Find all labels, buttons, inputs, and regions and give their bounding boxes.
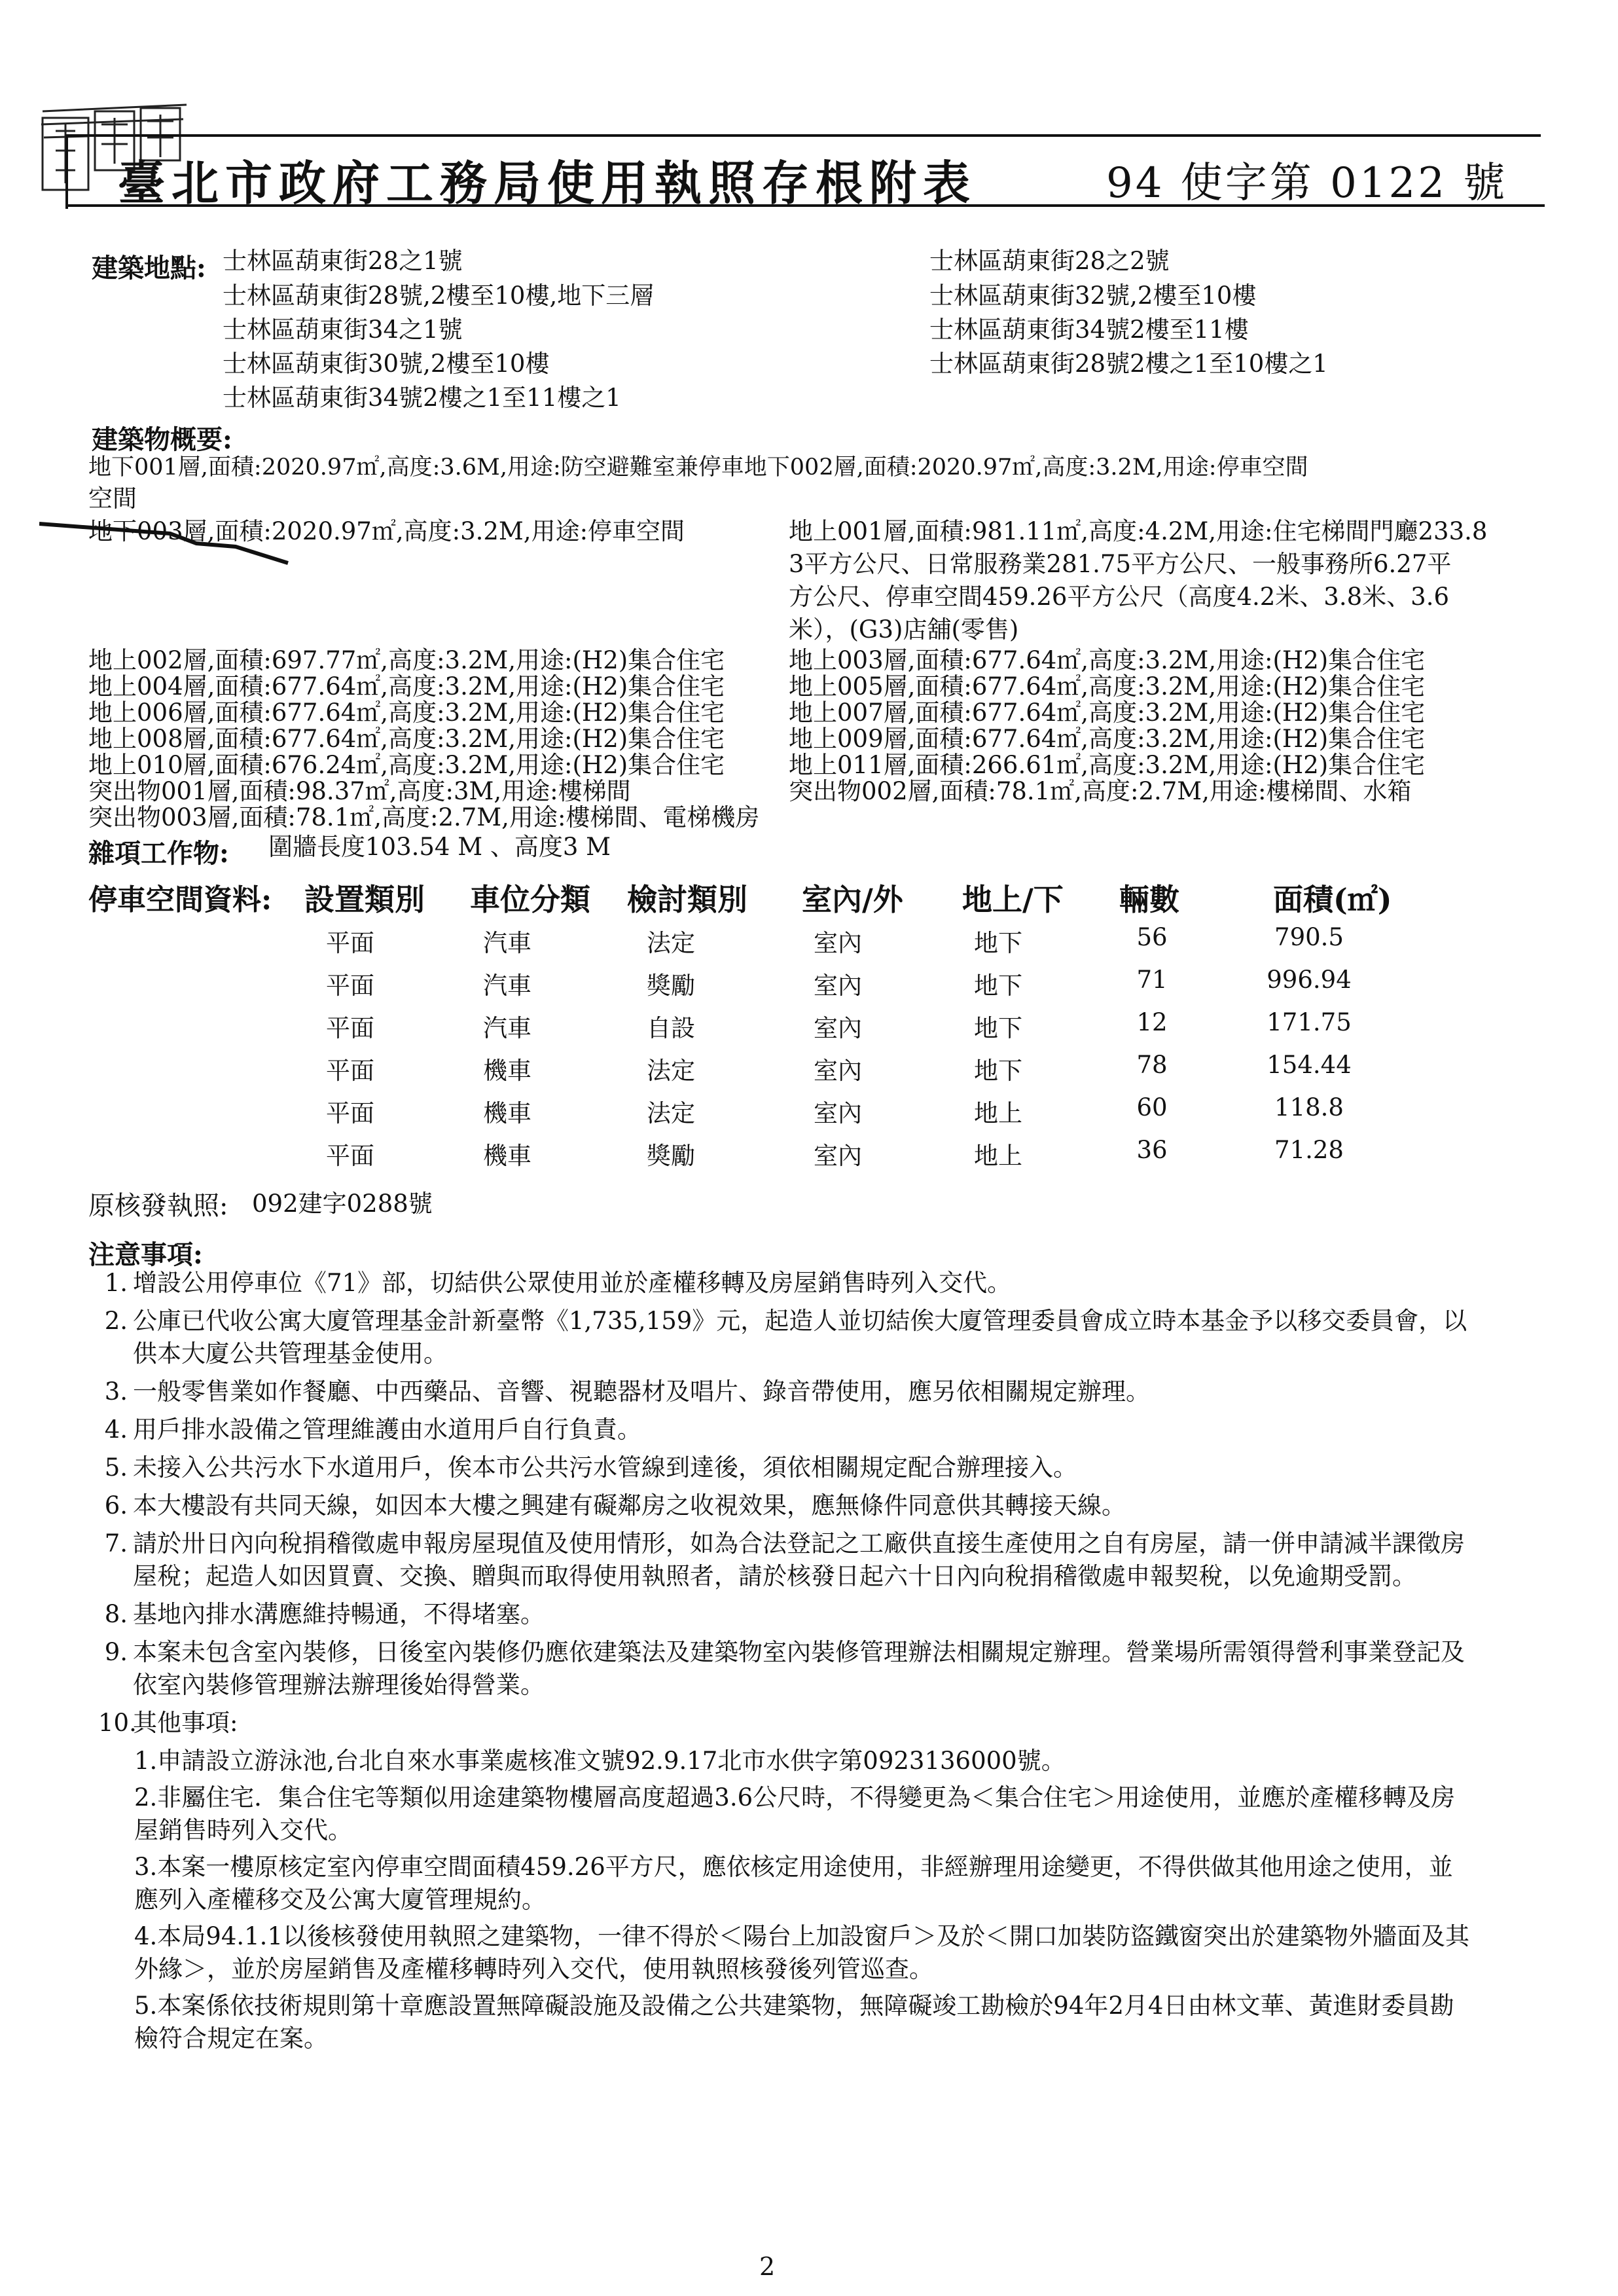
parking-cell: 室內 — [814, 1142, 862, 1170]
parking-cell: 汽車 — [483, 1014, 531, 1042]
parking-cell: 12 — [1136, 1008, 1168, 1036]
parking-header-5: 地上/下 — [962, 882, 1064, 917]
parking-cell: 法定 — [647, 1057, 695, 1085]
parking-cell: 平面 — [326, 1014, 374, 1042]
parking-header-2: 車位分類 — [470, 882, 590, 917]
floor-right-1: 地上003層,面積:677.64㎡,高度:3.2M,用途:(H2)集合住宅 — [789, 646, 1426, 674]
floor-right-3: 地上007層,面積:677.64㎡,高度:3.2M,用途:(H2)集合住宅 — [789, 699, 1426, 727]
parking-cell: 71 — [1136, 966, 1168, 994]
floor-right-4: 地上009層,面積:677.64㎡,高度:3.2M,用途:(H2)集合住宅 — [789, 725, 1426, 753]
parking-cell: 118.8 — [1274, 1093, 1344, 1121]
notes-list — [98, 1267, 1473, 2059]
note-text: 請於卅日內向稅捐稽徵處申報房屋現值及使用情形，如為合法登記之工廠供直接生產使用之自有房屋，請一併申請減半課徵房屋稅；起造人如因買賣、交換、贈與而取得使用執照者，請於核發日起六十日內向稅捐稽徵處申報契稅，以免逾期受罰。 — [133, 1529, 1465, 1590]
address-right-3: 士林區葫東街34號2樓至11樓 — [929, 316, 1249, 344]
address-right-2: 士林區葫東街32號,2樓至10樓 — [929, 282, 1257, 310]
parking-cell: 汽車 — [483, 972, 531, 1000]
overview-g1-1: 地上001層,面積:981.11㎡,高度:4.2M,用途:住宅梯間門廳233.8 — [789, 517, 1488, 545]
parking-cell: 自設 — [647, 1014, 695, 1042]
note-item — [98, 1527, 1473, 1593]
floor-left-3: 地上006層,面積:677.64㎡,高度:3.2M,用途:(H2)集合住宅 — [88, 699, 725, 727]
parking-cell: 平面 — [326, 929, 374, 957]
parking-cell: 室內 — [814, 1057, 862, 1085]
note-number: 9. — [104, 1638, 128, 1666]
parking-cell: 996.94 — [1267, 966, 1352, 994]
note-item — [98, 1489, 1473, 1522]
note-sub-item: 2.非屬住宅．集合住宅等類似用途建築物樓層高度超過3.6公尺時，不得變更為＜集合住宅＞用途使用，並應於產權移轉及房屋銷售時列入交代。 — [134, 1783, 1456, 1844]
floor-left-1: 地上002層,面積:697.77㎡,高度:3.2M,用途:(H2)集合住宅 — [88, 646, 725, 674]
note-text: 一般零售業如作餐廳、中西藥品、音響、視聽器材及唱片、錄音帶使用，應另依相關規定辦理。 — [133, 1377, 1150, 1406]
note-number: 8. — [104, 1600, 128, 1628]
note-number: 10. — [98, 1709, 137, 1737]
note-item — [98, 1451, 1473, 1484]
note-item — [98, 1305, 1473, 1370]
parking-cell: 171.75 — [1267, 1008, 1352, 1036]
note-text: 基地內排水溝應維持暢通，不得堵塞。 — [133, 1600, 545, 1628]
note-item — [98, 1598, 1473, 1631]
address-left-3: 士林區葫東街34之1號 — [223, 316, 463, 344]
parking-cell: 地上 — [974, 1142, 1022, 1170]
note-number: 1. — [104, 1269, 128, 1297]
parking-cell: 790.5 — [1274, 923, 1344, 951]
parking-cell: 56 — [1136, 923, 1168, 951]
note-sub-item: 1.申請設立游泳池,台北自來水事業處核准文號92.9.17北市水供字第0923136000號。 — [134, 1747, 1066, 1775]
original-license-label: 原核發執照: — [88, 1191, 228, 1221]
parking-cell: 地上 — [974, 1099, 1022, 1127]
overview-g1-3: 方公尺、停車空間459.26平方公尺（高度4.2米、3.8米、3.6 — [789, 583, 1449, 611]
parking-cell: 平面 — [326, 1057, 374, 1085]
page-number: 2 — [759, 2252, 776, 2281]
parking-cell: 獎勵 — [647, 972, 695, 1000]
parking-cell: 154.44 — [1267, 1051, 1352, 1079]
document-title: 臺北市政府工務局使用執照存根附表 — [118, 155, 977, 211]
note-number: 5. — [104, 1453, 128, 1482]
parking-cell: 地下 — [974, 1014, 1022, 1042]
address-left-1: 士林區葫東街28之1號 — [223, 247, 463, 275]
note-item — [98, 1413, 1473, 1446]
note-number: 6. — [104, 1491, 128, 1520]
parking-cell: 36 — [1136, 1136, 1168, 1164]
address-label: 建築地點: — [92, 253, 206, 283]
note-text: 增設公用停車位《71》部，切結供公眾使用並於產權移轉及房屋銷售時列入交代。 — [133, 1269, 1012, 1297]
parking-label: 停車空間資料: — [88, 883, 272, 917]
note-number: 4. — [104, 1415, 128, 1444]
address-right-1: 士林區葫東街28之2號 — [929, 247, 1170, 275]
overview-label: 建築物概要: — [92, 424, 232, 455]
floor-right-5: 地上011層,面積:266.61㎡,高度:3.2M,用途:(H2)集合住宅 — [789, 751, 1426, 779]
address-left-5: 士林區葫東街34號2樓之1至11樓之1 — [223, 384, 621, 412]
note-number: 7. — [104, 1529, 128, 1558]
note-sub-item: 5.本案係依技術規則第十章應設置無障礙設施及設備之公共建築物，無障礙竣工勘檢於94年2月4日由林文華、黃進財委員勘檢符合規定在案。 — [134, 1992, 1454, 2052]
parking-cell: 室內 — [814, 1099, 862, 1127]
parking-cell: 地下 — [974, 1057, 1022, 1085]
note-text: 本案未包含室內裝修，日後室內裝修仍應依建築法及建築物室內裝修管理辦法相關規定辦理。營業場所需領得營利事業登記及依室內裝修管理辦法辦理後始得營業。 — [133, 1638, 1465, 1699]
parking-cell: 平面 — [326, 972, 374, 1000]
parking-cell: 室內 — [814, 1014, 862, 1042]
original-license-value: 092建字0288號 — [252, 1190, 433, 1218]
parking-cell: 78 — [1136, 1051, 1168, 1079]
parking-cell: 法定 — [647, 1099, 695, 1127]
note-number: 2. — [104, 1307, 128, 1335]
overview-g1-2: 3平方公尺、日常服務業281.75平方公尺、一般事務所6.27平 — [789, 550, 1452, 578]
note-text: 本大樓設有共同天線，如因本大樓之興建有礙鄰房之收視效果，應無條件同意供其轉接天線。 — [133, 1491, 1126, 1520]
note-number: 3. — [104, 1377, 128, 1406]
notes-label: 注意事項: — [88, 1239, 203, 1270]
parking-cell: 地下 — [974, 972, 1022, 1000]
address-right-4: 士林區葫東街28號2樓之1至10樓之1 — [929, 350, 1328, 378]
note-text: 其他事項: — [133, 1709, 238, 1737]
floor-left-6: 突出物001層,面積:98.37㎡,高度:3M,用途:樓梯間 — [88, 777, 631, 805]
note-item — [98, 1636, 1473, 1702]
parking-cell: 71.28 — [1274, 1136, 1344, 1164]
note-sub-item: 3.本案一樓原核定室內停車空間面積459.26平方尺，應依核定用途使用，非經辦理用途變更，不得供做其他用途之使用，並應列入產權移交及公寓大廈管理規約。 — [134, 1853, 1453, 1914]
parking-header-6: 輛數 — [1119, 882, 1179, 917]
note-text: 公庫已代收公寓大廈管理基金計新臺幣《1,735,159》元，起造人並切結俟大廈管理委員會成立時本基金予以移交委員會，以供本大廈公共管理基金使用。 — [133, 1307, 1467, 1368]
license-number: 94 使字第 0122 號 — [1106, 159, 1508, 208]
parking-cell: 獎勵 — [647, 1142, 695, 1170]
overview-g1-4: 米），(G3)店舖(零售) — [789, 615, 1019, 644]
floor-left-5: 地上010層,面積:676.24㎡,高度:3.2M,用途:(H2)集合住宅 — [88, 751, 725, 779]
parking-cell: 平面 — [326, 1099, 374, 1127]
parking-cell: 60 — [1136, 1093, 1168, 1121]
address-left-4: 士林區葫東街30號,2樓至10樓 — [223, 350, 550, 378]
note-text: 用戶排水設備之管理維護由水道用戶自行負責。 — [133, 1415, 641, 1444]
overview-b3: 地下003層,面積:2020.97㎡,高度:3.2M,用途:停車空間 — [88, 517, 685, 545]
floor-left-7: 突出物003層,面積:78.1㎡,高度:2.7M,用途:樓梯間、電梯機房 — [88, 803, 760, 831]
floor-left-2: 地上004層,面積:677.64㎡,高度:3.2M,用途:(H2)集合住宅 — [88, 672, 725, 701]
address-left-2: 士林區葫東街28號,2樓至10樓,地下三層 — [223, 282, 655, 310]
parking-cell: 機車 — [483, 1142, 531, 1170]
parking-cell: 平面 — [326, 1142, 374, 1170]
misc-value: 圍牆長度103.54 M 、高度3 M — [268, 833, 611, 861]
parking-header-4: 室內/外 — [802, 882, 903, 917]
parking-header-1: 設置類別 — [304, 882, 425, 917]
parking-cell: 汽車 — [483, 929, 531, 957]
note-item — [98, 1376, 1473, 1408]
floor-right-2: 地上005層,面積:677.64㎡,高度:3.2M,用途:(H2)集合住宅 — [789, 672, 1426, 701]
overview-line-1: 地下001層,面積:2020.97㎡,高度:3.6M,用途:防空避難室兼停車地下002層,面積:2020.97㎡,高度:3.2M,用途:停車空間 — [88, 454, 1308, 481]
overview-line-1b: 空間 — [88, 484, 137, 513]
parking-cell: 室內 — [814, 929, 862, 957]
floor-right-6: 突出物002層,面積:78.1㎡,高度:2.7M,用途:樓梯間、水箱 — [789, 777, 1412, 805]
note-sub-item: 4.本局94.1.1以後核發使用執照之建築物，一律不得於＜陽台上加設窗戶＞及於＜開口加裝防盜鐵窗突出於建築物外牆面及其外緣＞，並於房屋銷售及產權移轉時列入交代，使用執照核發後列管巡查。 — [134, 1922, 1469, 1983]
note-text: 未接入公共污水下水道用戶，俟本市公共污水管線到達後，須依相關規定配合辦理接入。 — [133, 1453, 1077, 1482]
parking-cell: 機車 — [483, 1099, 531, 1127]
parking-cell: 機車 — [483, 1057, 531, 1085]
floor-left-4: 地上008層,面積:677.64㎡,高度:3.2M,用途:(H2)集合住宅 — [88, 725, 725, 753]
note-item — [98, 1707, 1473, 1740]
parking-cell: 室內 — [814, 972, 862, 1000]
parking-header-3: 檢討類別 — [627, 882, 747, 917]
parking-cell: 地下 — [974, 929, 1022, 957]
note-item — [98, 1267, 1473, 1300]
parking-cell: 法定 — [647, 929, 695, 957]
parking-header-7: 面積(㎡) — [1273, 882, 1392, 917]
misc-label: 雜項工作物: — [88, 838, 229, 869]
